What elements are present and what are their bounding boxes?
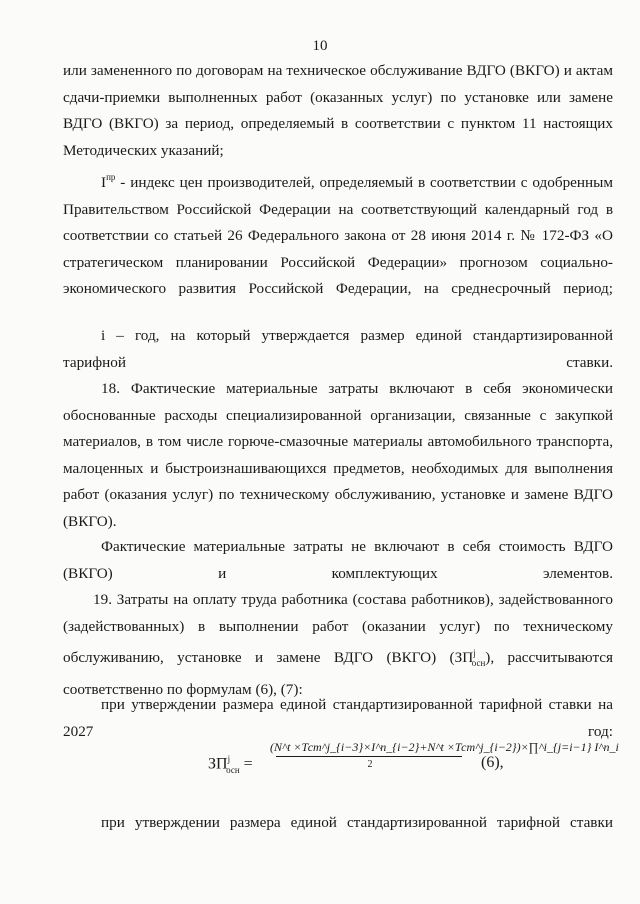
- price-index-definition-text: - индекс цен производителей, определяемый в соответствии с одобренным Правительством Российской Федерации на соответствующий календарный год в соответствии со статьей 26 Федерального закона от 28 июня 2014 г. № 172-ФЗ «О стратегическом планировании Российской Федерации» прогнозом социально-экономического развития Российской Федерации, на среднесрочный период;: [63, 174, 613, 297]
- paragraph-price-index-definition: [63, 164, 613, 303]
- paragraph-continuation: или замененного по договорам на техническое обслуживание ВДГО (ВКГО) и актам сдачи-приемки выполненных работ (оказанных услуг) по установке или замене ВДГО (ВКГО) за период, определяемый в соответствии с пунктом 11 настоящих Методических указаний;: [63, 62, 613, 159]
- page-number: 10: [312, 38, 328, 54]
- paragraph-19-labor-costs: [63, 587, 613, 703]
- paragraph-year-definition: i – год, на который утверждается размер единой стандартизированной тарифной ставки.: [63, 327, 613, 371]
- formula-lhs: $ЗП^j_{осн}$ =: [208, 754, 253, 775]
- formula-6: [178, 740, 619, 786]
- formula-denominator: 2: [367, 759, 373, 770]
- formula-numerator: (N^t ×Тст^j_{i−3}×I^п_{i−2}+N^t ×Тст^j_{i−2})×∏^i_{j=i−1} I^п_i: [270, 740, 619, 754]
- labor-costs-sub: осн: [471, 658, 486, 669]
- formula-number: (6),: [481, 754, 504, 771]
- fraction-bar: [276, 756, 462, 757]
- price-index-symbol: $I^{пр}$: [101, 172, 116, 191]
- paragraph-2027-condition: при утверждении размера единой стандартизированной тарифной ставки на 2027 год:: [63, 696, 613, 740]
- paragraph-18-material-costs: 18. Фактические материальные затраты включают в себя экономически обоснованные расходы специализированной организации, связанные с закупкой материалов, в том числе горюче-смазочные материалы автомобильного транспорта, малоценных и быстроизнашивающихся предметов, необходимых для выполнения работ (оказания услуг) по техническому обслуживанию, установке и замене ВДГО (ВКГО).: [63, 380, 613, 530]
- labor-costs-sup: j: [473, 648, 476, 658]
- paragraph-material-costs-exclusion: Фактические материальные затраты не включают в себя стоимость ВДГО (ВКГО) и комплектующих элементов.: [63, 538, 613, 582]
- labor-costs-text-start: 19. Затраты на оплату труда работника (состава работников), задействованного (задействованных) в выполнении работ (оказании услуг) по техническому обслуживанию, установке и замене ВДГО (ВКГО) (ЗП: [63, 591, 613, 667]
- paragraph-next-condition: при утверждении размера единой стандартизированной тарифной ставки: [101, 814, 613, 831]
- labor-costs-text-end: ), рассчитываются соответственно по формулам (6), (7):: [63, 649, 614, 698]
- formula-fraction: [270, 740, 619, 770]
